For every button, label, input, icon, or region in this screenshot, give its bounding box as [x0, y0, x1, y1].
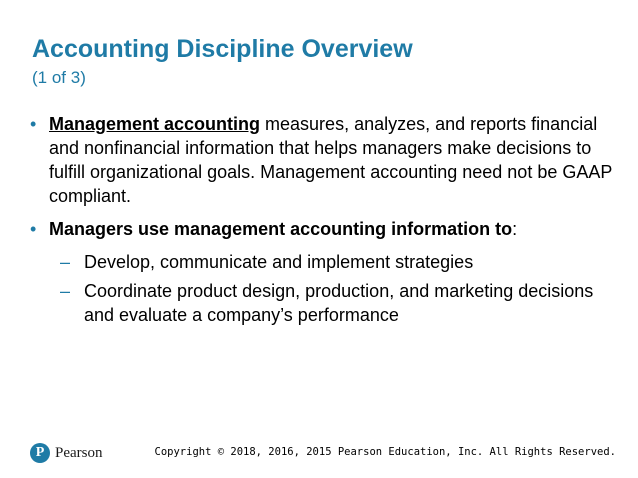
sub-dash: – — [60, 252, 71, 272]
bullet-term: Management accounting — [49, 114, 261, 134]
subitem-text: Coordinate product design, production, and marketing decisions and evaluate a company’s performance — [84, 281, 594, 325]
slide-title: Accounting Discipline Overview — [32, 35, 413, 63]
bullet-dot: • — [30, 114, 37, 134]
pearson-logo-text: Pearson — [55, 445, 103, 461]
pearson-logo-icon: P — [30, 443, 50, 463]
bullet-dot: • — [30, 219, 37, 239]
bullet-management-accounting — [30, 112, 620, 208]
slide-content — [30, 112, 620, 332]
subitem-coordinate-design — [30, 279, 620, 327]
pearson-logo — [30, 442, 103, 464]
bullet-managers-use — [30, 217, 620, 241]
bullet-tail: : — [512, 219, 518, 239]
copyright-notice: Copyright © 2018, 2016, 2015 Pearson Education, Inc. All Rights Reserved. — [154, 446, 616, 458]
bullet-text: measures, analyzes, and reports financial and nonfinancial information that helps managers make decisions to fulfill organizational goals. Management accounting need not be GAAP compliant. — [49, 114, 613, 206]
sub-dash: – — [60, 281, 71, 301]
bullet-lead: Managers use management accounting information to — [49, 219, 513, 239]
subitem-develop-strategies — [30, 250, 620, 274]
subitem-text: Develop, communicate and implement strategies — [84, 252, 474, 272]
slide-subtitle: (1 of 3) — [32, 68, 86, 87]
